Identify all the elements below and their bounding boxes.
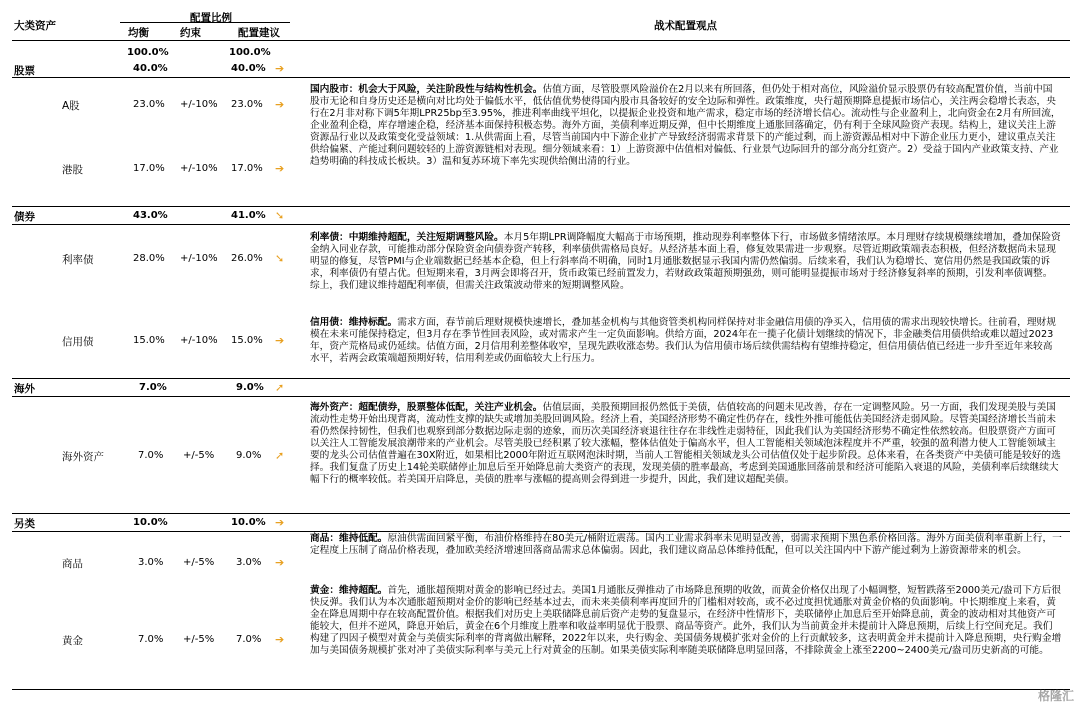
row-overseas-arrow-icon: ➚ [275,381,285,394]
view-credit [310,317,1062,365]
row-overseas-advice: 9.0% [236,382,264,393]
row-stock-balance: 40.0% [133,63,168,74]
row-credit-constraint: +/-10% [180,335,218,346]
row-commodity-name: 商品 [62,558,83,570]
view-commodity-body: 原油供需面回紧平衡，布油价格维持在80美元/桶附近震荡。国内工业需求斜率未见明显改善，弱需求预期下黑色系价格回落。海外方面美债利率重新上行，一定程度上压制了商品价格表现，叠加欧美经济增速回落商品需求总体偏弱。因此，我们建议商品总体维持低配，但可以关注国内中下游产能过剩为上游资源带来的机会。 [310,533,1062,556]
row-credit-arrow-icon: ➔ [275,334,285,347]
divider-alt [12,513,1070,514]
row-hk-name: 港股 [62,164,83,176]
bottom-rule [12,689,1070,690]
view-rate-lead: 利率债：中期维持超配，关注短期调整风险。 [310,232,504,243]
row-overseas-asset-balance: 7.0% [138,450,164,461]
view-gold [310,585,1062,657]
row-alt-balance: 10.0% [133,517,168,528]
row-ashare-balance: 23.0% [133,99,165,110]
row-overseas-balance: 7.0% [139,382,167,393]
row-overseas-asset-name: 海外资产 [62,451,104,463]
row-overseas-asset-constraint: +/-5% [183,450,215,461]
header-constraint: 约束 [180,27,201,39]
row-commodity-arrow-icon: ➔ [275,556,285,569]
total-advice: 100.0% [229,47,271,58]
view-commodity [310,533,1062,557]
divider-bond-sub [12,224,1070,225]
row-ashare-constraint: +/-10% [180,99,218,110]
row-overseas-name: 海外 [14,383,35,395]
divider-overseas [12,378,1070,379]
row-bond-advice: 41.0% [231,210,266,221]
header-advice: 配置建议 [238,27,280,39]
row-gold-balance: 7.0% [138,634,164,645]
row-rate-name: 利率债 [62,254,94,266]
row-hk-balance: 17.0% [133,163,165,174]
row-hk-advice: 17.0% [231,163,263,174]
row-rate-advice: 26.0% [231,253,263,264]
divider-alt-sub [12,531,1070,532]
row-bond-arrow-icon: ➘ [275,209,285,222]
view-gold-lead: 黄金：维持超配。 [310,585,388,596]
row-alt-advice: 10.0% [231,517,266,528]
row-gold-arrow-icon: ➔ [275,633,285,646]
row-gold-constraint: +/-5% [183,634,215,645]
view-credit-lead: 信用债：维持标配。 [310,317,398,328]
row-credit-advice: 15.0% [231,335,263,346]
row-gold-advice: 7.0% [236,634,262,645]
view-credit-body: 需求方面，春节前后理财规模快速增长，叠加基金机构与其他资管类机构同样保持对非金融信用债的净买入，信用债的需求出现较快增长。往前看，理财规模在未来可能保持稳定，但3月存在季节性回表风险，或对需求产生一定负面影响。供给方面，2024年在一揽子化债计划继续的情况下，非金融类信用债供给或难以超过2023年，资产荒格局或仍延续。估值方面，2月信用利差整体收窄，呈现先跌收涨态势。我们认为信用债市场后续供需结构有望维持稳定，但信用债估值已经进一步升至近年来较高水平，若两会政策端超预期好转，信用利差或仍面临较大上行压力。 [310,317,1056,364]
view-commodity-lead: 商品：维持低配。 [310,533,388,544]
row-alt-name: 另类 [14,518,35,530]
row-rate-constraint: +/-10% [180,253,218,264]
divider-overseas-sub [12,396,1070,397]
row-ashare-name: A股 [62,100,80,112]
row-stock-name: 股票 [14,65,35,77]
row-commodity-balance: 3.0% [138,557,164,568]
view-stock-body: 估值方面，尽管股票风险溢价在2月以来有所回落，但仍处于相对高位，风险溢价显示股票仍有较高配置价值，当前中国股市无论和自身历史还是横向对比均处于偏低水平，低估值优势使得国内股市具备较好的安全边际和弹性。政策维度，央行超预期降息提振市场信心，关注两会稳增长表态，央行在2月非对称下调5年期LPR25bp至3.95%，推进利率曲线平坦化，以提振企业投资和地产需求，稳定市场的经济增长信心。流动性与企业盈利上，北向资金在2月有所回流，企业盈利企稳，库存增速企稳，经济基本面保持积极态势。海外方面，美债利率近期反弹，但中长期维度上通胀回落确定，仍有利于全球风险资产表现。结构上，建议关注上游资源品行业以及政策变化受益领域：1.从供需面上看，尽管当前国内中下游企业扩产导致经济弱需求背景下的产能过剩，而上游资源品相对中下游企业压力更小，建议重点关注供给偏紧、产能过剩问题较轻的上游资源链相对表现。细分领域来看：1）上游资源中估值相对偏低、行业景气边际回升的部分高分红资产。2）受益于国内产业政策支持、产业趋势明确的科技成长板块。3）温和复苏环境下率先实现供给侧出清的行业。 [310,84,1061,167]
watermark: 格隆汇 [1037,689,1074,703]
row-ashare-advice: 23.0% [231,99,263,110]
header-divider-ratio [120,22,290,23]
row-hk-constraint: +/-10% [180,163,218,174]
header-ratio: 配置比例 [190,12,232,24]
row-credit-balance: 15.0% [133,335,165,346]
row-overseas-asset-advice: 9.0% [236,450,262,461]
view-overseas [310,402,1062,486]
row-credit-name: 信用债 [62,336,94,348]
view-stock-lead: 国内股市：机会大于风险，关注阶段性与结构性机会。 [310,84,543,95]
view-overseas-lead: 海外资产：超配债券，股票整体低配，关注产业机会。 [310,402,543,413]
header-rule [12,40,1070,41]
view-rate [310,232,1062,292]
divider-bond [12,206,1070,207]
row-commodity-constraint: +/-5% [183,557,215,568]
header-view: 战术配置观点 [654,20,717,32]
view-rate-body: 本月5年期LPR调降幅度大幅高于市场预期，推动现券利率整体下行，市场做多情绪浓厚。本月理财存续规模继续增加，叠加保险资金纳入同业存款，可能推动部分保险资金向债券资产转移，利率债供需格局良好。从经济基本面上看，修复效果需进一步观察。尽管近期政策端表态积极，但经济数据尚未显现明显的修复，尽管PMI与企业端数据已经基本企稳，但上行斜率尚不明确，同时1月通胀数据显示我国内需仍然偏弱。后续来看，我们认为稳增长、宽信用仍然是我国政策的诉求，利率债仍有望占优。但短期来看，3月两会即将召开，货币政策已经前置发力，若财政政策超预期强劲，则可能明显提振市场对于经济修复斜率的预期，引发利率债调整。综上，我们建议维持超配利率债，但需关注政策波动带来的短期调整风险。 [310,232,1061,291]
total-balance: 100.0% [127,47,169,58]
view-stock [310,84,1062,168]
view-gold-body: 首先，通胀超预期对黄金的影响已经过去。美国1月通胀反弹推动了市场降息预期的收敛，而黄金价格仅出现了小幅调整，短暂跌落至2000美元/盎司下方后很快反弹。我们认为本次通胀超预期对金价的影响已经基本过去，而未来美债利率再度回升的门槛相对较高，或不必过度担忧通胀对黄金价格的负面影响。中长期维度上来看，黄金在降息周期中存在较高配置价值。根据我们对历史上美联储降息前后资产走势的复盘显示，在经济中性情形下，美联储停止加息后至开始降息前，黄金的波动相对其他资产可能较大，但并不逆风，降息开始后，黄金在6个月维度上胜率和收益率明显优于股票、商品等资产。此外，我们认为当前黄金并未提前计入降息预期，后续上行空间充足。我们构建了四因子模型对黄金与美债实际利率的背离做出解释，2022年以来，央行购金、美国债务规模扩张对金价的上行贡献较多，这表明黄金并未提前计入降息预期，央行购金增加与美国债务规模扩张对冲了美债实际利率与美元上行对黄金的压制。如果美债实际利率随美联储降息明显回落，不排除黄金上涨至2200~2400美元/盎司历史新高的可能。 [310,585,1062,656]
row-bond-name: 债券 [14,211,35,223]
row-hk-arrow-icon: ➔ [275,162,285,175]
view-overseas-body: 估值层面，美股预期回报仍然低于美债，估值较高的问题未见改善，存在一定调整风险。另一方面，我们发现美股与美国流动性走势开始出现背离，流动性支撑的缺失或增加美股回调风险。经济上看，美国经济形势不确定性仍存在，线性外推可能低估美国经济走弱风险。尽管美国经济增长当前未看仍然保持韧性，但我们也观察到部分数据边际走弱的迹象，而历次美国经济衰退往往存在非线性走弱特征，因此我们认为美国经济形势不确定性依然较高。但股票资产方面可以关注人工智能发展浪潮带来的产业机会。尽管美股已经积累了较大涨幅，整体估值处于偏高水平，但人工智能相关领域泡沫程度并不严重，较强的盈利潜力使人工智能领域主要的龙头公司估值普遍在30X附近，如果相比2000年附近互联网泡沫时期，当前人工智能相关领域龙头公司估值仅处于起步阶段。总体来看，在各类资产中美债可能是较好的选择。我们复盘了历史上14轮美联储停止加息后至开始降息前大类资产的表现，发现美债的胜率最高，考虑到美国通胀回落前景和经济可能陷入衰退的风险，美债利率后续继续大幅下行的概率较低。若美国开启降息，美债的胜率与涨幅的提高则会得到进一步提升，因此，我们建议超配美债。 [310,402,1061,485]
row-rate-balance: 28.0% [133,253,165,264]
row-alt-arrow-icon: ➔ [275,516,285,529]
row-commodity-advice: 3.0% [236,557,262,568]
row-gold-name: 黄金 [62,635,83,647]
row-overseas-asset-arrow-icon: ➚ [275,449,285,462]
header-asset: 大类资产 [14,20,56,32]
row-rate-arrow-icon: ➘ [275,252,285,265]
row-bond-balance: 43.0% [133,210,168,221]
row-stock-arrow-icon: ➔ [275,62,285,75]
header-balance: 均衡 [128,27,149,39]
row-ashare-arrow-icon: ➔ [275,98,285,111]
row-stock-advice: 40.0% [231,63,266,74]
divider-stock [12,77,1070,78]
